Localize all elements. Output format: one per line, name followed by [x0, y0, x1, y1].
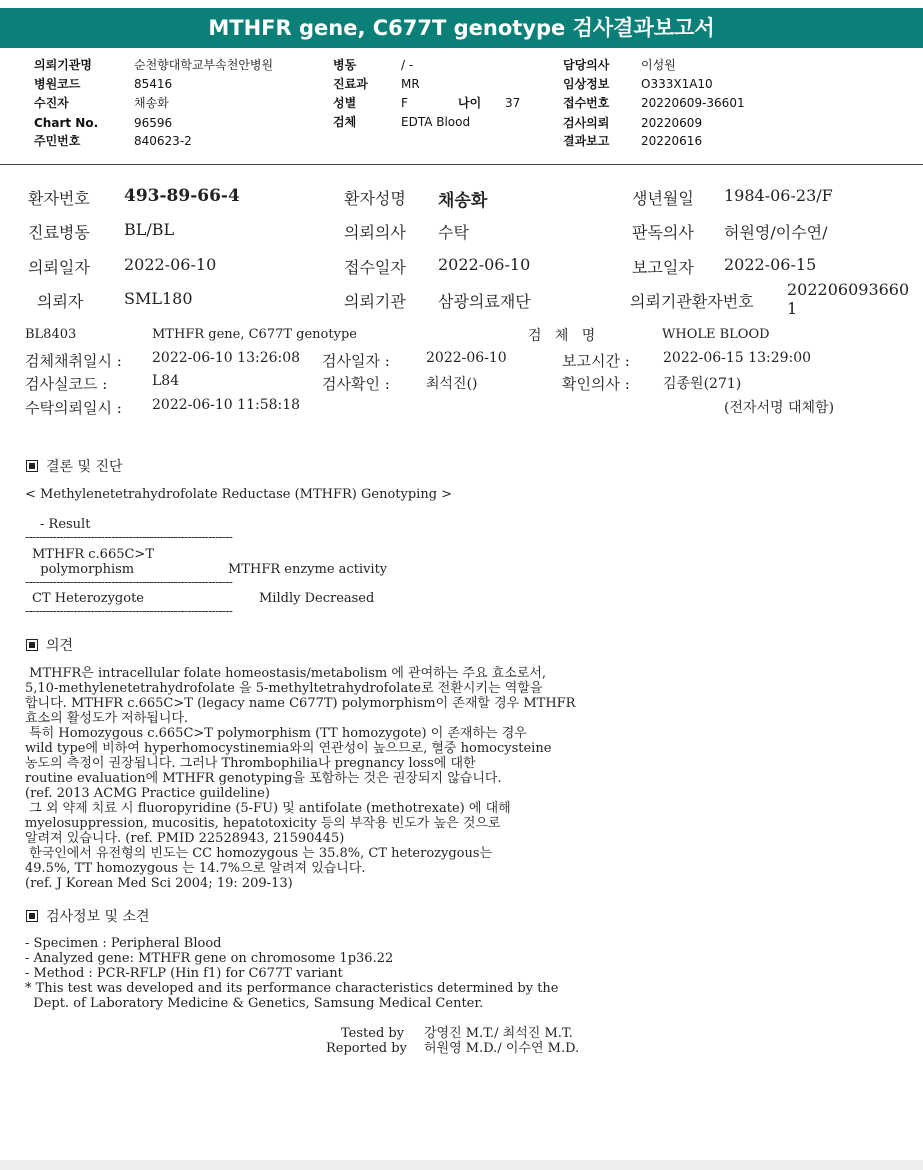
report-title: MTHFR gene, C677T genotype 검사결과보고서	[0, 8, 923, 48]
meta-value: 2022-06-10 11:58:18	[152, 397, 301, 413]
meta-value: 2022-06-10	[426, 350, 507, 366]
test-code: BL8403	[25, 327, 77, 342]
header-value: 96596	[134, 116, 173, 130]
opinion-line: 특히 Homozygous c.665C>T polymorphism (TT homozygote) 이 존재하는 경우	[25, 726, 527, 741]
header-label: 검사의뢰	[563, 116, 610, 130]
header-label: 나이	[458, 96, 482, 110]
opinion-line: 한국인에서 유전형의 빈도는 CC homozygous 는 35.8%, CT heterozygous는	[25, 846, 493, 861]
result-enzyme-activity: Mildly Decreased	[259, 591, 375, 606]
testinfo-line: * This test was developed and its performance characteristics determined by the	[25, 981, 559, 996]
reported-by-value: 허원영 M.D./ 이수연 M.D.	[424, 1041, 580, 1056]
header-value: 이성원	[641, 58, 676, 72]
header-value: 840623-2	[134, 134, 192, 148]
field-value: 2022-06-10	[124, 255, 217, 274]
opinion-heading-text: 의견	[46, 638, 74, 654]
field-value: SML180	[124, 289, 193, 308]
opinion-line: myelosuppression, mucositis, hepatotoxicity 등의 부작용 빈도가 높은 것으로	[25, 816, 501, 831]
tested-by-label: Tested by	[341, 1026, 405, 1041]
header-label: 진료과	[333, 77, 368, 91]
field-label: 생년월일	[632, 189, 694, 208]
footer-bar	[0, 1160, 923, 1170]
field-value: 수탁	[438, 223, 469, 242]
meta-label: 확인의사 :	[562, 375, 630, 393]
field-label: 의뢰자	[37, 292, 84, 311]
test-name: MTHFR gene, C677T genotype	[152, 327, 357, 342]
dash-divider: ------------------------------------------------------------	[25, 604, 233, 618]
meta-label: 검사확인 :	[322, 375, 390, 393]
opinion-line: MTHFR은 intracellular folate homeostasis/metabolism 에 관여하는 주요 효소로서,	[25, 666, 547, 681]
meta-label: 검사실코드 :	[25, 375, 108, 393]
field-label: 환자성명	[344, 189, 406, 208]
opinion-line: 그 외 약제 치료 시 fluoropyridine (5-FU) 및 antifolate (methotrexate) 에 대해	[25, 801, 511, 816]
testinfo-line: - Method : PCR-RFLP (Hin f1) for C677T variant	[25, 966, 343, 981]
header-label: 병동	[333, 58, 357, 72]
meta-value: 최석진()	[426, 376, 478, 392]
header-divider	[0, 164, 923, 165]
opinion-line: 알려져 있습니다. (ref. PMID 22528943, 21590445)	[25, 831, 345, 846]
field-label: 의뢰기관환자번호	[630, 292, 754, 311]
field-label: 의뢰기관	[344, 292, 406, 311]
opinion-line: routine evaluation에 MTHFR genotyping을 포함하는 것은 권장되지 않습니다.	[25, 771, 502, 786]
opinion-line: 5,10-methylenetetrahydrofolate 을 5-methyltetrahydrofolate로 전환시키는 역할을	[25, 681, 543, 696]
square-bullet-icon	[26, 460, 38, 472]
meta-value: 2022-06-15 13:29:00	[663, 350, 812, 366]
testinfo-heading-text: 검사정보 및 소견	[46, 909, 150, 925]
header-value: 20220609-36601	[641, 96, 745, 110]
meta-label: 수탁의뢰일시 :	[25, 399, 122, 417]
testinfo-line: Dept. of Laboratory Medicine & Genetics, Samsung Medical Center.	[25, 996, 484, 1011]
header-label: 임상정보	[563, 77, 610, 91]
field-value: 1984-06-23/F	[724, 186, 833, 205]
header-value: 20220616	[641, 134, 703, 148]
opinion-line: 49.5%, TT homozygous 는 14.7%으로 알려져 있습니다.	[25, 861, 366, 876]
dash-divider: ------------------------------------------------------------	[25, 530, 233, 544]
header-value: 20220609	[641, 116, 703, 130]
header-label: Chart No.	[34, 116, 99, 130]
field-label: 의뢰일자	[28, 258, 90, 277]
patient-id: 493-89-66-4	[124, 186, 240, 206]
header-label: 의뢰기관명	[34, 58, 92, 72]
meta-label: 검체채취일시 :	[25, 352, 122, 370]
opinion-line: 농도의 측정이 권장됩니다. 그러나 Thrombophilia나 pregnancy loss에 대한	[25, 756, 476, 771]
field-value: 202206093660	[787, 280, 910, 299]
field-label: 환자번호	[28, 189, 90, 208]
testinfo-line: - Specimen : Peripheral Blood	[25, 936, 222, 951]
opinion-line: 합니다. MTHFR c.665C>T (legacy name C677T) polymorphism이 존재할 경우 MTHFR	[25, 696, 576, 711]
result-col-b-header: MTHFR enzyme activity	[228, 562, 388, 577]
dash-divider: ------------------------------------------------------------	[25, 575, 233, 589]
header-value: 85416	[134, 77, 173, 91]
result-genotype: CT Heterozygote	[32, 591, 144, 606]
header-label: 주민번호	[34, 134, 81, 148]
meta-value: 김종원(271)	[663, 376, 742, 392]
field-label: 보고일자	[632, 258, 694, 277]
result-label: - Result	[40, 517, 91, 532]
header-label: 검체	[333, 115, 357, 129]
header-value: MR	[401, 77, 420, 91]
field-value: BL/BL	[124, 220, 175, 239]
field-label: 판독의사	[632, 223, 694, 242]
reported-by-label: Reported by	[326, 1041, 407, 1056]
header-value: F	[401, 96, 408, 110]
meta-value: L84	[152, 373, 180, 389]
result-col-a-header: MTHFR c.665C>T polymorphism	[32, 547, 154, 577]
field-value: 2022-06-10	[438, 255, 531, 274]
header-value: EDTA Blood	[401, 115, 471, 129]
patient-name: 채송화	[438, 191, 488, 211]
conclusion-subtitle: < Methylenetetrahydrofolate Reductase (MTHFR) Genotyping >	[25, 487, 453, 502]
header-value: 순천향대학교부속천안병원	[134, 58, 274, 72]
meta-label: 보고시간 :	[562, 352, 630, 370]
header-label: 담당의사	[563, 58, 610, 72]
square-bullet-icon	[26, 910, 38, 922]
header-value: 37	[505, 96, 521, 110]
header-label: 결과보고	[563, 134, 610, 148]
meta-value: 2022-06-10 13:26:08	[152, 350, 301, 366]
conclusion-heading-text: 결론 및 진단	[46, 459, 123, 475]
field-label: 의뢰의사	[344, 223, 406, 242]
opinion-line: 효소의 활성도가 저하됩니다.	[25, 711, 189, 726]
testinfo-heading	[26, 906, 150, 926]
field-label: 접수일자	[344, 258, 406, 277]
specimen-value: WHOLE BLOOD	[662, 327, 770, 342]
e-signature-note: (전자서명 대체함)	[724, 400, 835, 416]
header-value: / -	[401, 58, 414, 72]
square-bullet-icon	[26, 639, 38, 651]
opinion-heading	[26, 635, 73, 655]
header-label: 병원코드	[34, 77, 81, 91]
header-label: 성별	[333, 96, 357, 110]
field-value: 1	[787, 299, 798, 318]
meta-label: 검사일자 :	[322, 352, 390, 370]
header-value: O333X1A10	[641, 77, 713, 91]
tested-by-value: 강영진 M.T./ 최석진 M.T.	[424, 1026, 573, 1041]
field-value: 2022-06-15	[724, 255, 817, 274]
opinion-line: (ref. J Korean Med Sci 2004; 19: 209-13)	[25, 876, 293, 891]
specimen-label: 검 체 명	[528, 328, 596, 344]
header-label: 수진자	[34, 96, 69, 110]
field-value: 삼광의료재단	[438, 292, 531, 311]
header-label: 접수번호	[563, 96, 610, 110]
testinfo-line: - Analyzed gene: MTHFR gene on chromosome 1p36.22	[25, 951, 394, 966]
opinion-line: wild type에 비하여 hyperhomocystinemia와의 연관성이 높으므로, 혈중 homocysteine	[25, 741, 552, 756]
field-value: 허원영/이수연/	[724, 223, 828, 242]
conclusion-heading	[26, 456, 123, 476]
opinion-line: (ref. 2013 ACMG Practice guildeline)	[25, 786, 270, 801]
field-label: 진료병동	[28, 223, 90, 242]
header-value: 채송화	[134, 96, 169, 110]
